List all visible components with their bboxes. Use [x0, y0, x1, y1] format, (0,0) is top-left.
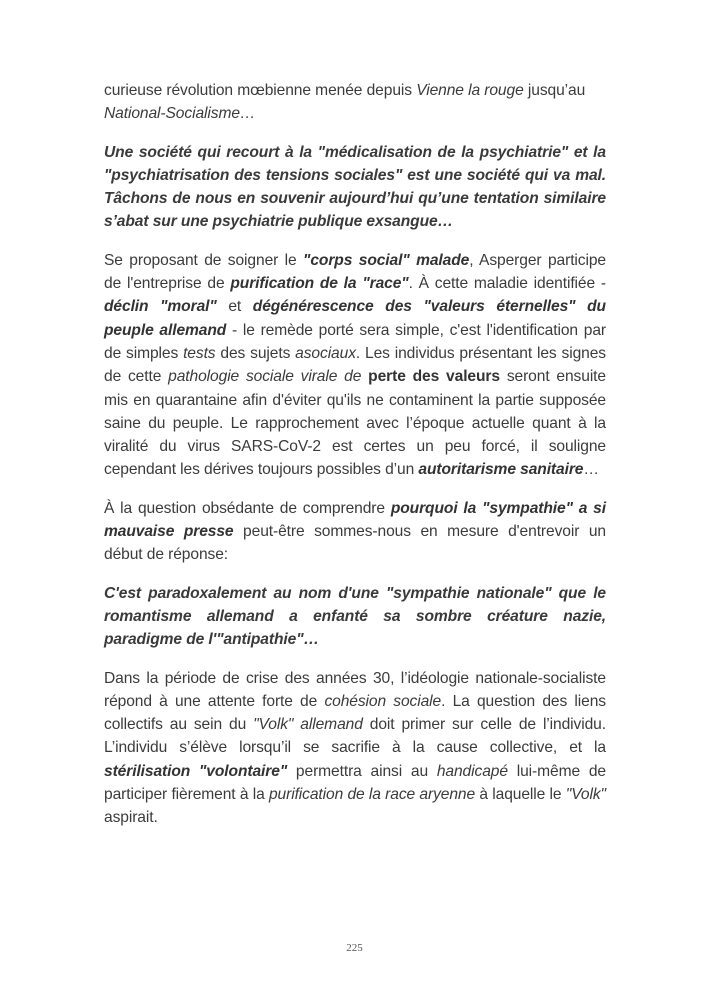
text-segment: aspirait.: [104, 809, 158, 827]
text-segment: C'est paradoxalement au nom d'une "sympathie nationale" que le romantisme allemand a enfanté sa sombre créature nazie, paradigme de l'"antipathie"…: [104, 584, 606, 649]
text-segment: …: [583, 461, 599, 479]
emphasis-asociaux: asociaux: [295, 344, 356, 362]
emphasis-perte-des-valeurs: perte des valeurs: [368, 368, 500, 386]
text-segment: doit primer sur celle de l’individu. L’individu s’élève lorsqu’il se sacrifie à la cause collective, et la: [104, 716, 606, 757]
text-segment: jusqu’au: [523, 82, 586, 99]
paragraph-5-bold-statement: [104, 582, 606, 652]
text-segment: seront ensuite mis en quarantaine afin d'éviter qu'ils ne contaminent la partie supposée saine du peuple. Le rapprochement avec l’époque actuelle quant à la viralité du virus SARS-CoV-2 est certes un peu forcé, il souligne cependant les dérives toujours possibles d’un: [104, 368, 606, 479]
emphasis-cohesion-sociale: cohésion sociale: [324, 692, 442, 710]
text-segment: des sujets: [215, 344, 296, 362]
paragraph-3: [104, 249, 606, 482]
text-segment: . Les individus présentant les signes de cette: [104, 344, 606, 386]
text-segment: lui-même de participer fièrement à la: [104, 762, 606, 804]
emphasis-handicape: handicapé: [436, 762, 508, 780]
text-segment: - le remède porté sera simple, c'est l'identification par de simples: [104, 321, 606, 362]
paragraph-1: [104, 79, 606, 126]
emphasis-autoritarisme: autoritarisme sanitaire: [418, 461, 584, 479]
emphasis-national-socialisme: National-Socialisme…: [104, 105, 256, 123]
emphasis-declin-moral: déclin "moral": [104, 298, 217, 316]
emphasis-sterilisation: stérilisation "volontaire": [104, 762, 288, 780]
text-segment: Dans la période de crise des années 30, l’idéologie nationale-socialiste répond à une attente forte de: [104, 669, 606, 710]
text-segment: curieuse révolution mœbienne menée depuis: [104, 82, 417, 99]
text-segment: , Asperger participe de l'entreprise de: [104, 251, 606, 293]
text-segment: Une société qui recourt à la "médicalisation de la psychiatrie" et la "psychiatrisation des tensions sociales" est une société qui va mal. Tâchons de nous en souvenir aujourd’hui qu’une tentation similaire s’abat sur une psychiatrie publique exsangue…: [104, 143, 606, 231]
emphasis-purification: purification de la "race": [230, 275, 409, 293]
emphasis-pathologie: pathologie sociale virale de: [168, 368, 369, 386]
document-body: [104, 79, 606, 845]
text-segment: Se proposant de soigner le: [104, 251, 304, 269]
emphasis-purification-race-aryenne: purification de la race aryenne: [268, 786, 476, 804]
emphasis-degenerescence: dégénérescence des "valeurs éternelles" du peuple allemand: [104, 298, 606, 339]
page-number: 225: [346, 942, 363, 954]
paragraph-6: [104, 667, 606, 830]
text-segment: . La question des liens collectifs au sein du: [104, 692, 606, 734]
text-segment: . À cette maladie identifiée -: [408, 275, 606, 293]
emphasis-tests: tests: [183, 344, 216, 362]
text-segment: et: [216, 298, 253, 316]
emphasis-corps-social: "corps social" malade: [303, 251, 470, 269]
text-segment: peut-être sommes-nous en mesure d'entrevoir un début de réponse:: [104, 523, 607, 564]
paragraph-2-bold-statement: [104, 141, 606, 234]
text-segment: À la question obsédante de comprendre: [104, 499, 391, 517]
emphasis-sympathie: pourquoi la "sympathie" a si mauvaise presse: [104, 499, 606, 541]
paragraph-4: [104, 497, 606, 567]
emphasis-volk-allemand: "Volk" allemand: [253, 716, 363, 734]
text-segment: à laquelle le: [475, 786, 566, 804]
emphasis-vienne-la-rouge: Vienne la rouge: [416, 82, 524, 99]
text-segment: permettra ainsi au: [287, 762, 437, 780]
emphasis-volk: "Volk": [565, 786, 606, 804]
